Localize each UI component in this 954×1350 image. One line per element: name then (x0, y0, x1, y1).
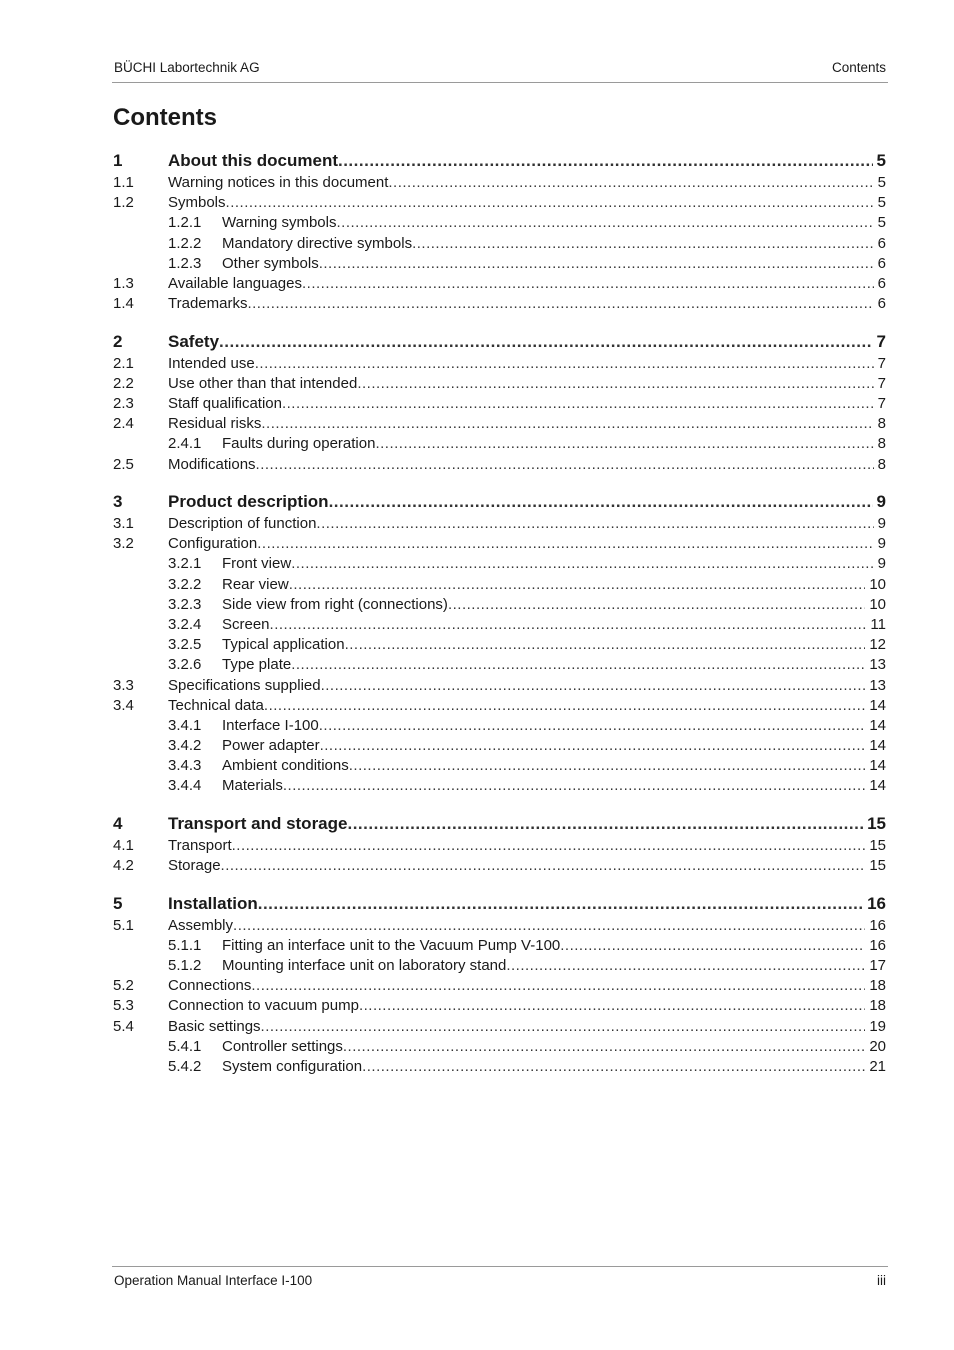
toc-entry-number: 3.2.2 (168, 575, 202, 593)
toc-entry[interactable] (113, 976, 886, 996)
dot-leader (255, 354, 874, 374)
toc-entry-line (168, 514, 886, 534)
toc-entry-line (168, 976, 886, 996)
toc-entry-page: 9 (877, 555, 886, 573)
toc-entry-title: Materials (222, 777, 283, 795)
dot-leader (347, 812, 863, 836)
toc-entry-title: System configuration (222, 1057, 363, 1075)
toc-entry[interactable] (113, 996, 886, 1016)
toc-entry-number: 3.2 (113, 535, 134, 553)
dot-leader (221, 856, 866, 876)
toc-entry-title: Technical data (168, 696, 264, 714)
dot-leader (261, 414, 873, 434)
toc-entry[interactable] (113, 455, 886, 475)
toc-entry-page: 6 (877, 234, 886, 252)
toc-entry-line (222, 936, 886, 956)
toc-entry-number: 4.2 (113, 857, 134, 875)
toc-entry[interactable] (113, 756, 886, 776)
toc-entry-line (168, 996, 886, 1016)
toc-entry-page: 14 (869, 757, 886, 775)
toc-entry[interactable] (113, 836, 886, 856)
toc-entry-page: 15 (869, 836, 886, 854)
toc-entry-page: 15 (867, 813, 886, 833)
toc-entry-page: 19 (869, 1017, 886, 1035)
toc-entry-title: Screen (222, 615, 270, 633)
toc-entry-title: Mandatory directive symbols (222, 234, 413, 252)
toc-entry-line (222, 1057, 886, 1077)
toc-entry-line (222, 1037, 886, 1057)
dot-leader (336, 213, 873, 233)
toc-chapter-entry[interactable] (113, 149, 886, 173)
toc-entry-title: Ambient conditions (222, 757, 349, 775)
dot-leader (560, 936, 865, 956)
company-name: BÜCHI Labortechnik AG (114, 60, 260, 75)
dot-leader (291, 655, 865, 675)
dot-leader (412, 234, 874, 254)
dot-leader (219, 330, 873, 354)
toc-entry-page: 7 (877, 354, 886, 372)
toc-entry-title: Controller settings (222, 1037, 343, 1055)
toc-entry-page: 7 (877, 374, 886, 392)
dot-leader (338, 149, 873, 173)
dot-leader (343, 1037, 865, 1057)
page-title: Contents (113, 104, 217, 131)
toc-entry-page: 9 (876, 492, 886, 512)
dot-leader (257, 534, 873, 554)
toc-entry-line (168, 274, 886, 294)
toc-entry-line (168, 534, 886, 554)
toc-entry[interactable] (113, 173, 886, 193)
toc-entry-number: 2.4.1 (168, 435, 202, 453)
toc-entry-number: 1 (113, 151, 123, 170)
dot-leader (448, 595, 865, 615)
dot-leader (319, 254, 874, 274)
toc-entry-line (168, 455, 886, 475)
toc-entry-line (222, 776, 886, 796)
toc-entry-title: Other symbols (222, 254, 319, 272)
dot-leader (283, 776, 865, 796)
dot-leader (321, 676, 866, 696)
dot-leader (302, 274, 874, 294)
toc-entry-number: 2.2 (113, 374, 134, 392)
toc-entry-number: 3.2.5 (168, 636, 202, 654)
dot-leader (247, 294, 873, 314)
toc-entry-number: 2.1 (113, 354, 134, 372)
toc-entry-number: 2.3 (113, 394, 134, 412)
toc-entry-line (168, 374, 886, 394)
toc-chapter-entry[interactable] (113, 892, 886, 916)
toc-entry[interactable] (113, 936, 886, 956)
document-title: Operation Manual Interface I-100 (114, 1273, 313, 1288)
toc-entry[interactable] (113, 534, 886, 554)
toc-entry[interactable] (113, 1037, 886, 1057)
toc-entry-title: Connection to vacuum pump (168, 997, 359, 1015)
toc-chapter-entry[interactable] (113, 490, 886, 514)
dot-leader (226, 193, 874, 213)
dot-leader (261, 1017, 866, 1037)
page-number: iii (877, 1273, 886, 1288)
toc-entry[interactable] (113, 776, 886, 796)
toc-entry-title: Side view from right (connections) (222, 595, 448, 613)
toc-entry-line (168, 354, 886, 374)
dot-leader (319, 716, 866, 736)
dot-leader (270, 615, 867, 635)
dot-leader (233, 916, 865, 936)
toc-entry-number: 1.2.2 (168, 234, 202, 252)
toc-entry[interactable] (113, 856, 886, 876)
toc-entry-page: 7 (877, 394, 886, 412)
toc-entry-line (168, 394, 886, 414)
toc-entry[interactable] (113, 575, 886, 595)
toc-entry-line (222, 635, 886, 655)
toc-entry-number: 5.1.2 (168, 957, 202, 974)
toc-entry-page: 16 (869, 936, 886, 954)
toc-entry-page: 12 (869, 636, 886, 654)
toc-entry-title: Warning notices in this document (168, 174, 389, 191)
toc-entry-line (168, 149, 886, 173)
toc-entry-title: Transport (168, 836, 232, 854)
toc-entry-line (168, 676, 886, 696)
toc-entry-page: 14 (869, 716, 886, 734)
toc-entry-page: 5 (877, 194, 886, 212)
toc-entry-line (222, 595, 886, 615)
toc-entry-title: Warning symbols (222, 214, 337, 232)
toc-entry-number: 3 (113, 492, 123, 512)
toc-entry-page: 18 (869, 997, 886, 1015)
toc-entry-line (222, 756, 886, 776)
toc-entry-number: 5 (113, 893, 123, 913)
toc-entry-page: 9 (877, 515, 886, 533)
toc-entry-line (222, 575, 886, 595)
toc-entry-number: 1.1 (113, 174, 134, 191)
toc-entry-title: Description of function (168, 515, 317, 533)
toc-entry-title: Basic settings (168, 1017, 261, 1035)
dot-leader (388, 173, 873, 193)
toc-entry-page: 17 (869, 957, 886, 974)
toc-entry-title: Product description (168, 492, 329, 512)
toc-entry-title: Installation (168, 893, 258, 913)
toc-entry-number: 3.2.1 (168, 555, 202, 573)
toc-entry-line (222, 716, 886, 736)
toc-entry-page: 18 (869, 977, 886, 995)
toc-entry-number: 3.3 (113, 676, 134, 694)
toc-entry-line (168, 696, 886, 716)
toc-entry-number: 3.4.2 (168, 737, 202, 755)
toc-entry-line (222, 956, 886, 976)
toc-entry-title: Power adapter (222, 737, 320, 755)
toc-entry[interactable] (113, 213, 886, 233)
toc-entry-line (168, 330, 886, 354)
toc-entry-line (222, 254, 886, 274)
toc-entry-number: 5.1 (113, 916, 134, 934)
toc-entry-title: Residual risks (168, 415, 262, 433)
toc-entry-line (168, 916, 886, 936)
toc-entry[interactable] (113, 294, 886, 314)
toc-entry-line (168, 294, 886, 314)
toc-entry[interactable] (113, 716, 886, 736)
toc-entry-page: 7 (876, 331, 886, 351)
dot-leader (349, 756, 866, 776)
toc-entry-line (222, 736, 886, 756)
toc-entry-line (168, 836, 886, 856)
toc-entry-number: 5.1.1 (168, 936, 202, 954)
toc-entry-page: 6 (877, 274, 886, 292)
toc-entry-page: 13 (869, 656, 886, 674)
toc-entry-title: Typical application (222, 636, 345, 654)
toc-entry-number: 5.4.1 (168, 1037, 202, 1055)
toc-entry-title: Mounting interface unit on laboratory stand (222, 957, 507, 974)
toc-entry-page: 8 (877, 415, 886, 433)
toc-entry[interactable] (113, 635, 886, 655)
toc-entry-title: Fitting an interface unit to the Vacuum Pump V-100 (222, 936, 561, 954)
toc-entry-title: Staff qualification (168, 394, 282, 412)
toc-entry-line (168, 490, 886, 514)
toc-entry-title: Intended use (168, 354, 255, 372)
toc-entry[interactable] (113, 414, 886, 434)
dot-leader (291, 554, 873, 574)
toc-entry-line (168, 856, 886, 876)
table-of-contents (113, 149, 886, 1077)
toc-entry[interactable] (113, 956, 886, 976)
toc-entry-line (168, 1017, 886, 1037)
toc-entry-number: 5.4 (113, 1017, 134, 1035)
toc-entry-page: 5 (877, 214, 886, 232)
toc-chapter-entry[interactable] (113, 330, 886, 354)
toc-entry[interactable] (113, 676, 886, 696)
toc-entry-title: Symbols (168, 194, 226, 212)
toc-entry-number: 3.4.4 (168, 777, 202, 795)
toc-entry-page: 11 (870, 615, 886, 633)
dot-leader (316, 514, 873, 534)
dot-leader (506, 956, 865, 976)
toc-entry-number: 5.4.2 (168, 1057, 202, 1075)
toc-entry-title: Safety (168, 331, 220, 351)
toc-entry-title: Interface I-100 (222, 716, 319, 734)
toc-entry-title: Rear view (222, 575, 289, 593)
toc-entry-number: 3.4.1 (168, 716, 202, 734)
toc-entry-page: 5 (877, 174, 886, 191)
toc-chapter-entry[interactable] (113, 812, 886, 836)
dot-leader (282, 394, 874, 414)
toc-entry-title: Transport and storage (168, 813, 348, 833)
toc-entry-page: 14 (869, 737, 886, 755)
toc-entry-title: Front view (222, 555, 292, 573)
toc-entry-page: 16 (869, 916, 886, 934)
dot-leader (357, 374, 873, 394)
toc-entry-title: Connections (168, 977, 252, 995)
toc-entry-number: 3.2.6 (168, 656, 202, 674)
toc-entry[interactable] (113, 916, 886, 936)
toc-entry[interactable] (113, 234, 886, 254)
toc-entry[interactable] (113, 554, 886, 574)
toc-entry-number: 1.2.1 (168, 214, 202, 232)
toc-entry-title: About this document (168, 151, 338, 170)
toc-entry-title: Modifications (168, 455, 256, 473)
toc-entry-page: 9 (877, 535, 886, 553)
toc-entry-line (222, 434, 886, 454)
toc-entry-number: 2 (113, 331, 123, 351)
dot-leader (345, 635, 866, 655)
toc-entry-number: 3.1 (113, 515, 134, 533)
toc-entry[interactable] (113, 1017, 886, 1037)
toc-entry-title: Assembly (168, 916, 234, 934)
toc-entry-number: 5.3 (113, 997, 134, 1015)
toc-entry-title: Faults during operation (222, 435, 376, 453)
toc-entry[interactable] (113, 696, 886, 716)
toc-entry-page: 15 (869, 857, 886, 875)
toc-entry-number: 4 (113, 813, 123, 833)
toc-entry-number: 2.5 (113, 455, 134, 473)
toc-entry-title: Storage (168, 857, 221, 875)
toc-entry-number: 1.4 (113, 295, 134, 313)
dot-leader (359, 996, 865, 1016)
toc-entry-number: 3.2.4 (168, 615, 202, 633)
dot-leader (329, 490, 873, 514)
toc-entry-title: Available languages (168, 274, 302, 292)
dot-leader (320, 736, 866, 756)
running-header (112, 56, 888, 83)
toc-entry[interactable] (113, 736, 886, 756)
toc-entry-page: 8 (877, 435, 886, 453)
toc-entry[interactable] (113, 434, 886, 454)
toc-entry-line (168, 892, 886, 916)
toc-entry-page: 6 (877, 295, 886, 313)
toc-entry-line (168, 812, 886, 836)
toc-entry-number: 4.1 (113, 836, 134, 854)
toc-entry[interactable] (113, 354, 886, 374)
dot-leader (258, 892, 863, 916)
dot-leader (362, 1057, 865, 1077)
toc-entry-line (222, 554, 886, 574)
toc-entry-page: 6 (877, 254, 886, 272)
toc-entry-number: 1.2 (113, 194, 134, 212)
toc-entry-number: 1.2.3 (168, 254, 202, 272)
dot-leader (289, 575, 866, 595)
toc-entry-title: Configuration (168, 535, 258, 553)
dot-leader (264, 696, 865, 716)
running-footer (112, 1266, 888, 1293)
toc-entry-page: 13 (869, 676, 886, 694)
toc-entry-number: 1.3 (113, 274, 134, 292)
toc-entry[interactable] (113, 394, 886, 414)
dot-leader (251, 976, 865, 996)
dot-leader (232, 836, 866, 856)
toc-entry-line (168, 173, 886, 193)
toc-entry-number: 3.2.3 (168, 595, 202, 613)
toc-entry-page: 10 (869, 575, 886, 593)
toc-entry[interactable] (113, 655, 886, 675)
toc-entry-page: 16 (867, 893, 886, 913)
toc-entry-line (222, 615, 886, 635)
toc-entry-number: 3.4.3 (168, 757, 202, 775)
toc-entry[interactable] (113, 595, 886, 615)
toc-entry[interactable] (113, 374, 886, 394)
toc-entry-number: 2.4 (113, 415, 134, 433)
toc-entry-line (168, 193, 886, 213)
toc-entry[interactable] (113, 193, 886, 213)
toc-entry[interactable] (113, 514, 886, 534)
toc-entry-title: Use other than that intended (168, 374, 358, 392)
toc-entry-title: Specifications supplied (168, 676, 321, 694)
toc-entry-title: Type plate (222, 656, 292, 674)
section-name: Contents (831, 60, 886, 75)
toc-entry[interactable] (113, 274, 886, 294)
toc-entry-page: 20 (869, 1037, 886, 1055)
toc-entry-page: 14 (869, 777, 886, 795)
toc-entry-number: 5.2 (113, 977, 134, 995)
toc-entry-line (222, 213, 886, 233)
toc-entry-line (168, 414, 886, 434)
toc-entry-title: Trademarks (168, 295, 248, 313)
toc-entry[interactable] (113, 615, 886, 635)
toc-entry-number: 3.4 (113, 696, 134, 714)
toc-entry-page: 10 (869, 595, 886, 613)
toc-entry[interactable] (113, 1057, 886, 1077)
toc-entry[interactable] (113, 254, 886, 274)
toc-entry-page: 5 (876, 151, 886, 170)
toc-entry-line (222, 234, 886, 254)
toc-entry-page: 8 (877, 455, 886, 473)
dot-leader (256, 455, 874, 475)
toc-entry-page: 21 (869, 1057, 886, 1075)
dot-leader (375, 434, 873, 454)
toc-entry-line (222, 655, 886, 675)
toc-entry-page: 14 (869, 696, 886, 714)
